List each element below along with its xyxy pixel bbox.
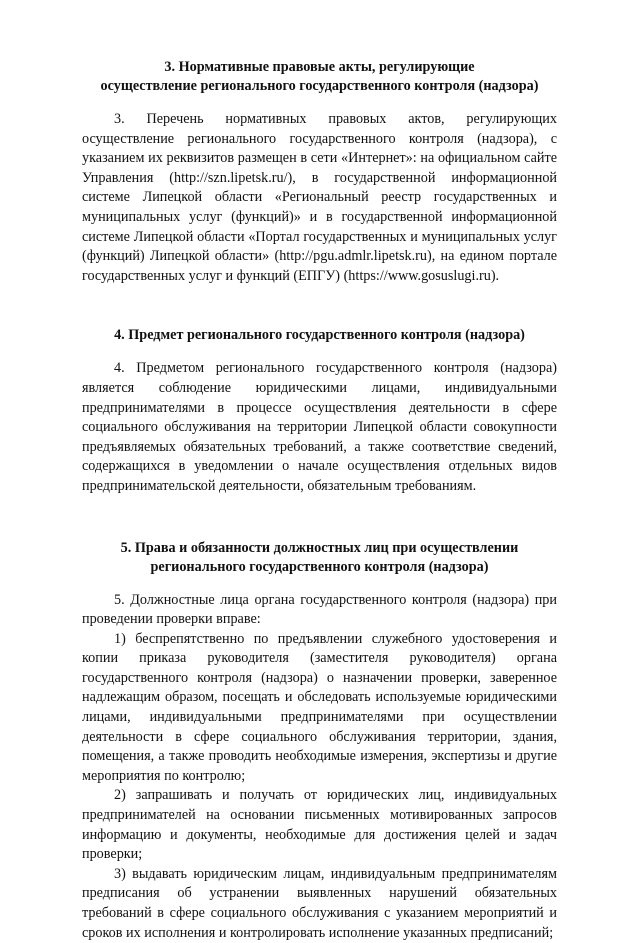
section-3-paragraph: 3. Перечень нормативных правовых актов, регулирующих осуществление регионального государственного контроля (надзора), с указанием их реквизитов размещен в сети «Интернет»: на официальном сайте Управления (http://szn.lipetsk.ru/), в государственной информационной системе Липецкой области «Региональный реестр государственных и муниципальных услуг (функций)» и в государственной информационной системе Липецкой области «Портал государственных и муниципальных услуг (функций) Липецкой области» (http://pgu.admlr.lipetsk.ru), на едином портале государственных услуг и функций (ЕПГУ) (https://www.gosuslugi.ru).	[82, 111, 557, 284]
section-4-heading	[82, 326, 557, 345]
section-4-paragraph: 4. Предметом регионального государственного контроля (надзора) является соблюдение юридическими лицами, индивидуальными предпринимателями в процессе осуществления деятельности в сфере социального обслуживания на территории Липецкой области совокупности предъявляемых обязательных требований, а также соответствие сведений, содержащихся в уведомлении о начале осуществления отдельных видов предпринимательской деятельности, обязательным требованиям.	[82, 360, 557, 494]
section-5-item-1: 1) беспрепятственно по предъявлении служебного удостоверения и копии приказа руководителя (заместителя руководителя) органа государственного контроля (надзора) о назначении проверки, заверенное надлежащим образом, посещать и обследовать используемые юридическими лицами, индивидуальными предпринимателями при осуществлении деятельности в сфере социального обслуживания территории, здания, помещения, а также проводить необходимые измерения, экспертизы и другие мероприятия по контролю;	[82, 630, 557, 784]
section-3-heading-line-1: 3. Нормативные правовые акты, регулирующие	[164, 59, 475, 75]
section-3-heading-line-2: осуществление регионального государственного контроля (надзора)	[100, 78, 539, 94]
section-5-heading-line-2: регионального государственного контроля (надзора)	[150, 558, 489, 575]
section-5-item-2: 2) запрашивать и получать от юридических лиц, индивидуальных предпринимателей на основании письменных мотивированных запросов информацию и документы, необходимые для достижения целей и задач проверки;	[82, 787, 557, 863]
section-5-intro: 5. Должностные лица органа государственного контроля (надзора) при проведении проверки вправе:	[82, 591, 557, 628]
section-5-item-3: 3) выдавать юридическим лицам, индивидуальным предпринимателям предписания об устранении выявленных нарушений обязательных требований в сфере социального обслуживания с указанием мероприятий и сроков их исполнения и контролировать исполнение указанных предписаний;	[82, 865, 557, 941]
document-page	[82, 58, 557, 943]
section-3-heading	[82, 58, 557, 96]
section-4-heading-line: 4. Предмет регионального государственного контроля (надзора)	[114, 327, 525, 344]
section-5-heading	[82, 539, 557, 577]
section-5-heading-line-1: 5. Права и обязанности должностных лиц при осуществлении	[120, 539, 519, 556]
